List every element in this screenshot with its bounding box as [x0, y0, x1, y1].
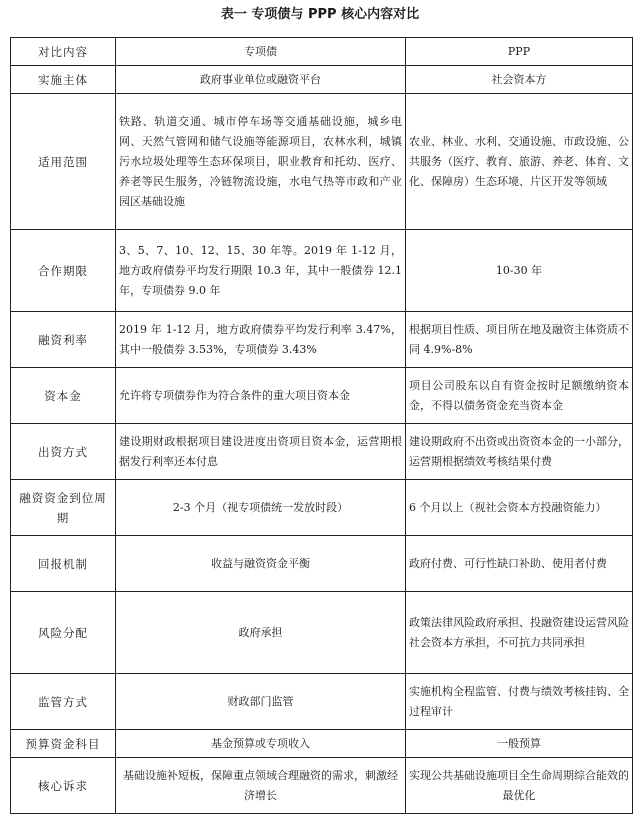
- table-row-implementing-entity: [11, 66, 633, 94]
- header-compare-item: 对比内容: [11, 38, 116, 66]
- header-special-bond: 专项债: [116, 38, 406, 66]
- ppp-cell: 实现公共基础设施项目全生命周期综合能效的最优化: [406, 758, 633, 814]
- ppp-cell: 实施机构全程监管、付费与绩效考核挂钩、全过程审计: [406, 674, 633, 730]
- special-bond-cell: 财政部门监管: [116, 674, 406, 730]
- ppp-cell: 10-30 年: [406, 230, 633, 312]
- row-label: 融资资金到位周期: [11, 480, 116, 536]
- table-row-capital: [11, 368, 633, 424]
- special-bond-cell: 政府承担: [116, 592, 406, 674]
- row-label: 回报机制: [11, 536, 116, 592]
- ppp-cell: 项目公司股东以自有资金按时足额缴纳资本金，不得以债务资金充当资本金: [406, 368, 633, 424]
- special-bond-cell: 基础设施补短板，保障重点领域合理融资的需求，刺激经济增长: [116, 758, 406, 814]
- ppp-cell: 根据项目性质、项目所在地及融资主体资质不同 4.9%-8%: [406, 312, 633, 368]
- ppp-cell: 政策法律风险政府承担、投融资建设运营风险社会资本方承担，不可抗力共同承担: [406, 592, 633, 674]
- special-bond-cell: 收益与融资资金平衡: [116, 536, 406, 592]
- comparison-table: [10, 37, 633, 814]
- table-row-supervision: [11, 674, 633, 730]
- special-bond-cell: 允许将专项债券作为符合条件的重大项目资本金: [116, 368, 406, 424]
- special-bond-cell: 3、5、7、10、12、15、30 年等。2019 年 1-12 月，地方政府债券平均发行期限 10.3 年，其中一般债券 12.1 年，专项债券 9.0 年: [116, 230, 406, 312]
- special-bond-cell: 基金预算或专项收入: [116, 730, 406, 758]
- special-bond-cell: 2-3 个月（视专项债统一发放时段）: [116, 480, 406, 536]
- table-row-budget-account: [11, 730, 633, 758]
- table-row-funding-cycle: [11, 480, 633, 536]
- special-bond-cell: 铁路、轨道交通、城市停车场等交通基础设施，城乡电网、天然气管网和储气设施等能源项目，农林水利，城镇污水垃圾处理等生态环保项目，职业教育和托幼、医疗、养老等民生服务，冷链物流设施，水电气热等市政和产业园区基础设施: [116, 94, 406, 230]
- ppp-cell: 农业、林业、水利、交通设施、市政设施、公共服务（医疗、教育、旅游、养老、体育、文化、保障房）生态环境、片区开发等领域: [406, 94, 633, 230]
- row-label: 资本金: [11, 368, 116, 424]
- row-label: 融资利率: [11, 312, 116, 368]
- row-label: 预算资金科目: [11, 730, 116, 758]
- table-row-core-demand: [11, 758, 633, 814]
- ppp-cell: 社会资本方: [406, 66, 633, 94]
- special-bond-cell: 建设期财政根据项目建设进度出资项目资本金，运营期根据发行利率还本付息: [116, 424, 406, 480]
- table-row-contribution: [11, 424, 633, 480]
- row-label: 适用范围: [11, 94, 116, 230]
- special-bond-cell: 2019 年 1-12 月，地方政府债券平均发行利率 3.47%，其中一般债券 3.53%，专项债券 3.43%: [116, 312, 406, 368]
- table-row-scope: [11, 94, 633, 230]
- table-row-return-mechanism: [11, 536, 633, 592]
- header-ppp: PPP: [406, 38, 633, 66]
- row-label: 监管方式: [11, 674, 116, 730]
- table-row-risk-allocation: [11, 592, 633, 674]
- table-header-row: [11, 38, 633, 66]
- ppp-cell: 一般预算: [406, 730, 633, 758]
- row-label: 出资方式: [11, 424, 116, 480]
- ppp-cell: 政府付费、可行性缺口补助、使用者付费: [406, 536, 633, 592]
- ppp-cell: 建设期政府不出资或出资资本金的一小部分，运营期根据绩效考核结果付费: [406, 424, 633, 480]
- table-title: 表一 专项债与 PPP 核心内容对比: [220, 7, 420, 22]
- row-label: 风险分配: [11, 592, 116, 674]
- table-row-term: [11, 230, 633, 312]
- table-row-interest-rate: [11, 312, 633, 368]
- ppp-cell: 6 个月以上（视社会资本方投融资能力）: [406, 480, 633, 536]
- row-label: 核心诉求: [11, 758, 116, 814]
- row-label: 合作期限: [11, 230, 116, 312]
- special-bond-cell: 政府事业单位或融资平台: [116, 66, 406, 94]
- row-label: 实施主体: [11, 66, 116, 94]
